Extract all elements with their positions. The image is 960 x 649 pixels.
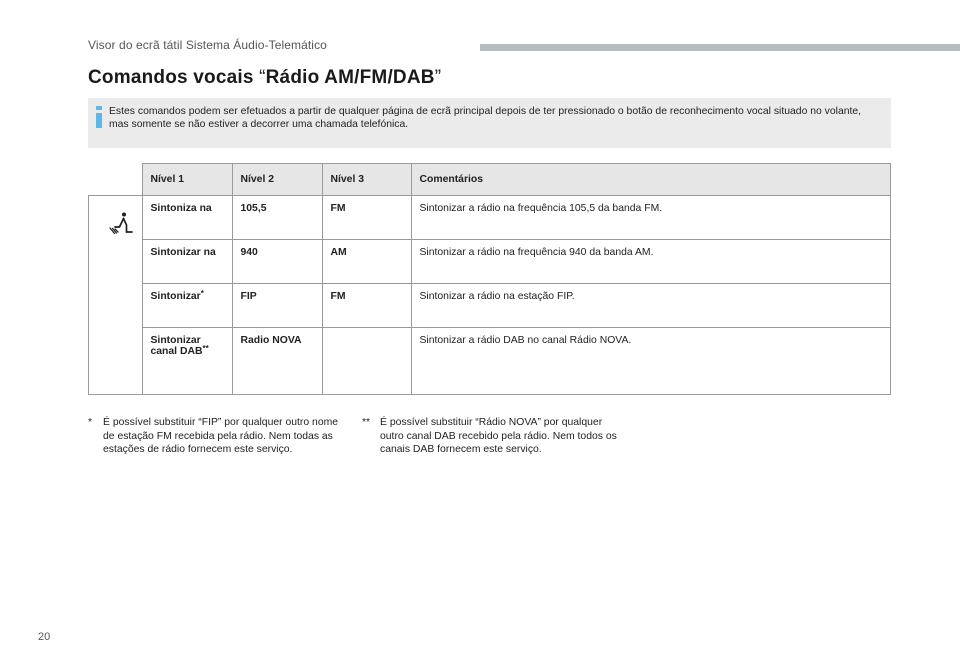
cell-comment: Sintonizar a rádio na frequência 940 da banda AM. [411,240,891,284]
page-title [88,67,441,89]
cell-level-1: Sintonizar canal DAB** [142,328,232,395]
cell-level-2: Radio NOVA [232,328,322,395]
table-row [89,284,891,328]
page-title-quoted: Rádio AM/FM/DAB [265,67,435,88]
cell-level-1: Sintonizar* [142,284,232,328]
cell-level-3: FM [322,196,411,240]
title-open-quote: “ [259,67,266,88]
header-level-1: Nível 1 [142,164,232,196]
header-blank-cell [89,164,143,196]
cell-level-2: 105,5 [232,196,322,240]
table-row [89,328,891,395]
cell-comment: Sintonizar a rádio na estação FIP. [411,284,891,328]
voice-command-icon [109,211,133,235]
footnote-mark: * [88,417,93,428]
cell-level-1: Sintoniza na [142,196,232,240]
cell-comment: Sintonizar a rádio DAB no canal Rádio NOVA. [411,328,891,395]
voice-commands-table [88,163,891,395]
footnote-text: É possível substituir “FIP” por qualquer outro nome de estação FM recebida pela rádio. Nem todas as estações de rádio fornecem este serviço. [103,417,339,455]
header-bar [480,44,960,51]
info-box [88,98,891,148]
cell-level-3 [322,328,411,395]
footnote-text: É possível substituir “Rádio NOVA” por qualquer outro canal DAB recebido pela rádio. Nem todos os canais DAB fornecem este serviço. [380,417,617,455]
page-title-main: Comandos vocais [88,67,260,88]
table-row [89,240,891,284]
footnote-mark: ** [362,417,371,428]
cell-level-3: FM [322,284,411,328]
header-comments: Comentários [411,164,891,196]
cell-level-2: FIP [232,284,322,328]
cell-level-3: AM [322,240,411,284]
table-row [89,196,891,240]
page-number: 20 [38,631,51,643]
info-icon [94,106,104,128]
info-text: Estes comandos podem ser efetuados a partir de qualquer página de ecrã principal depois de ter pressionado o botão de reconhecimento vocal situado no volante, mas somente se não estiver a decorrer uma chamada telefónica. [109,106,862,130]
header-level-2: Nível 2 [232,164,322,196]
cell-level-2: 940 [232,240,322,284]
cell-comment: Sintonizar a rádio na frequência 105,5 da banda FM. [411,196,891,240]
voice-icon-cell [89,196,143,395]
table-header-row [89,164,891,196]
cell-level-1: Sintonizar na [142,240,232,284]
section-title: Visor do ecrã tátil Sistema Áudio-Telemático [88,38,327,52]
header-level-3: Nível 3 [322,164,411,196]
title-close-quote: ” [434,67,442,88]
